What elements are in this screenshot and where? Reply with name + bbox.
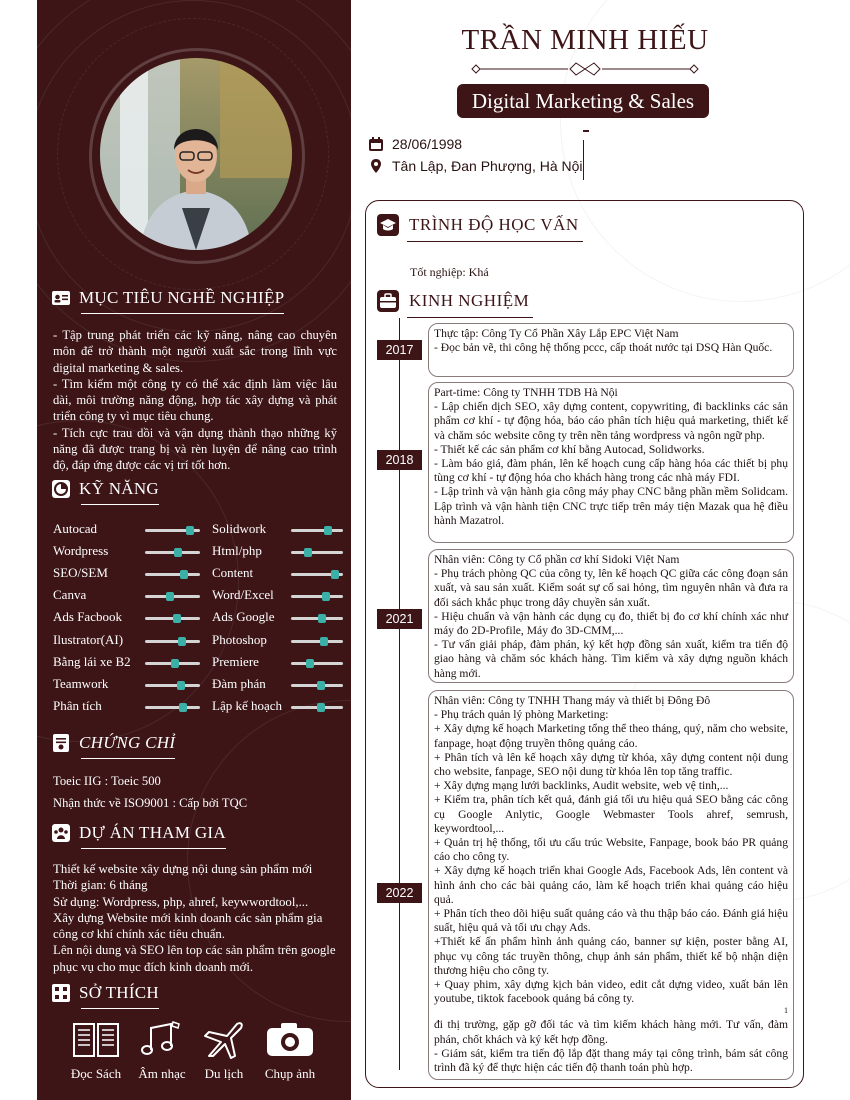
exp-line: - Lập trình và vận hành gia công máy phay CNC bằng phần mềm Solidcam. Lập trình và vận hành tiện CNC trực tiếp trên máy tiện Mazak qua hệ điều hành Mazatrol. xyxy=(434,485,788,527)
hobby-label: Chụp ảnh xyxy=(264,1066,316,1081)
skill-level-bar xyxy=(145,595,200,598)
skill-level-bar xyxy=(291,617,343,620)
sidebar xyxy=(37,0,351,1100)
experience-entry-2022 xyxy=(428,690,794,1080)
skill-level-marker xyxy=(180,570,188,579)
location-pin-icon xyxy=(368,158,384,174)
projects-heading xyxy=(51,823,226,843)
exp-line: - Giám sát, kiểm tra tiến độ lắp đặt thang máy tại công trình, bám sát công trình đã ký để thực hiện các tiến độ thanh toán phù hợp. xyxy=(434,1046,788,1075)
skill-level-marker xyxy=(177,681,185,690)
skill-level-marker xyxy=(166,592,174,601)
skill-level-marker xyxy=(306,659,314,668)
exp-line: + Phân tích và lên kế hoạch xây dựng từ khóa, xây dựng content nội dung cho website, fanpage, SEO nội dung từ khóa lên top tăng traffic. xyxy=(434,750,788,779)
timeline-line xyxy=(399,318,400,1070)
hobbies-title: SỞ THÍCH xyxy=(79,983,160,1002)
hobby-label: Đọc Sách xyxy=(70,1066,122,1081)
exp-line: + Xây dựng kế hoạch triển khai Google Ads, Facebook Ads, lên content và hình ảnh cho các bài quảng cáo, làm kế hoạch triển khai quảng cáo hiệu quả. xyxy=(434,864,788,906)
education-heading xyxy=(377,214,579,236)
hobby-label: Du lịch xyxy=(204,1066,244,1081)
skill-level-marker xyxy=(320,637,328,646)
experience-title: KINH NGHIỆM xyxy=(409,291,530,310)
skill-label: Ads Google xyxy=(212,609,275,625)
profile-name: TRẦN MINH HIẾU xyxy=(461,24,709,56)
certificate-icon xyxy=(51,733,71,753)
exp-line: + Xây dựng kế hoạch Marketing tổng thể theo tháng, quý, năm cho website, fanpage, hoạt động truyền thông quảng cáo. xyxy=(434,722,788,750)
certificates-list xyxy=(53,770,337,814)
certificates-heading xyxy=(51,733,175,753)
hobby-label: Âm nhạc xyxy=(138,1066,186,1081)
skill-level-bar xyxy=(145,706,200,709)
team-icon xyxy=(51,823,71,843)
skill-label: Teamwork xyxy=(53,675,109,691)
skill-level-marker xyxy=(324,526,332,535)
skill-label: Solidwork xyxy=(212,521,267,536)
page-marker: 1 xyxy=(784,1006,788,1016)
objective-line: - Tìm kiếm một công ty có thể xác định làm việc lâu dài, môi trường năng động, hợp tác xây dựng và phát triển công ty vì mục tiêu chung. xyxy=(53,376,337,424)
name-divider xyxy=(470,62,700,76)
birthdate: 28/06/1998 xyxy=(392,136,463,152)
skill-level-marker xyxy=(317,681,325,690)
skill-level-marker xyxy=(318,614,326,623)
info-separator xyxy=(583,140,584,180)
hobby-music xyxy=(127,1020,197,1082)
address-row xyxy=(368,158,583,174)
objective-text xyxy=(53,327,337,474)
skill-level-bar xyxy=(291,706,343,709)
skill-label: Đàm phán xyxy=(212,675,266,691)
skill-level-bar xyxy=(145,617,200,620)
skill-level-bar xyxy=(291,640,343,643)
skill-level-marker xyxy=(331,570,339,579)
graduation-cap-icon xyxy=(377,214,399,236)
exp-line: Nhân viên: Công ty TNHH Thang máy và thiết bị Đông Đô xyxy=(434,694,711,707)
music-icon xyxy=(137,1020,187,1060)
exp-line: - Lập chiến dịch SEO, xây dựng content, copywriting, đi backlinks các sản phẩm cơ khí - tự động hóa, báo cáo phân tích hiệu quả marketing, thiết kế và chăm sóc website công ty trên nền tảng wordpress và ngôn ngữ php. xyxy=(434,400,788,442)
exp-line: - Phụ trách phòng QC của công ty, lên kế hoạch QC giữa các công đoạn sản xuất, và sau sản xuất. Kiểm soát sự cố sai hỏng, tìm nguyên nhân và đưa ra đối sách khắc phục trong dây chuyền sản xuất. xyxy=(434,567,788,609)
education-title: TRÌNH ĐỘ HỌC VẤN xyxy=(409,215,579,234)
skill-level-bar xyxy=(291,573,343,576)
plane-icon xyxy=(199,1020,249,1060)
exp-line: + Phân tích theo dõi hiệu suất quảng cáo và thu thập báo cáo. Đánh giá hiệu suất, hiệu quả và tối ưu chạy Ads. xyxy=(434,907,788,935)
skill-label: Ilustrator(AI) xyxy=(53,631,124,647)
skill-level-marker xyxy=(317,703,325,712)
skill-level-marker xyxy=(304,548,312,557)
hobby-travel xyxy=(189,1020,259,1082)
role-badge: Digital Marketing & Sales xyxy=(457,84,709,118)
skill-level-bar xyxy=(291,529,343,532)
avatar xyxy=(100,58,292,250)
skill-label: Canva xyxy=(53,587,87,603)
skill-level-marker xyxy=(173,614,181,623)
project-line: Xây dựng Website mới kinh doanh các sản phẩm gia công cơ khí chính xác tiêu chuẩn. xyxy=(53,910,323,942)
briefcase-icon xyxy=(377,290,399,312)
address: Tân Lập, Đan Phượng, Hà Nội xyxy=(392,158,583,174)
skill-level-bar xyxy=(145,662,200,665)
project-line: Thời gian: 6 tháng xyxy=(53,878,148,893)
skill-level-marker xyxy=(178,637,186,646)
certificates-title: CHỨNG CHỈ xyxy=(79,733,176,752)
experience-entry-2017 xyxy=(428,323,794,377)
skill-level-bar xyxy=(291,662,343,665)
exp-line: Part-time: Công ty TNHH TDB Hà Nội xyxy=(434,386,618,399)
year-badge: 2022 xyxy=(377,883,422,903)
skill-label: Premiere xyxy=(212,653,259,669)
exp-line: - Tư vấn giải pháp, đàm phán, ký kết hợp đồng sản xuất, kiểm tra tiến độ giao hàng và chăm sóc khách hàng. Tìm kiếm và xây dựng nguồn khách hàng mới. xyxy=(434,638,788,680)
skill-label: SEO/SEM xyxy=(53,565,108,581)
experience-heading xyxy=(377,290,529,312)
skill-level-bar xyxy=(145,573,200,576)
calendar-icon xyxy=(368,136,384,152)
skill-label: Lập kế hoạch xyxy=(212,697,283,713)
skill-label: Content xyxy=(212,565,254,581)
skills-heading xyxy=(51,479,159,499)
id-card-icon xyxy=(51,288,71,308)
skill-level-bar xyxy=(291,595,343,598)
skill-level-bar xyxy=(291,551,343,554)
exp-line: Nhân viên: Công ty Cổ phần cơ khí Sidoki Việt Nam xyxy=(434,553,680,566)
project-line: Thiết kế website xây dựng nội dung sản phẩm mới xyxy=(53,862,313,876)
exp-line: - Thiết kế các sản phẩm cơ khí bằng Autocad, Solidworks. xyxy=(434,442,705,456)
exp-line: - Phụ trách quản lý phòng Marketing: xyxy=(434,708,609,722)
skill-level-marker xyxy=(322,592,330,601)
objective-title: MỤC TIÊU NGHỀ NGHIỆP xyxy=(79,288,285,307)
hobby-reading xyxy=(61,1020,131,1082)
hobby-photography xyxy=(255,1020,325,1082)
exp-line: - Đọc bản vẽ, thi công hệ thống pccc, cấp thoát nước tại DSQ Hàn Quốc. xyxy=(434,341,773,355)
birthdate-row xyxy=(368,136,462,152)
grid-icon xyxy=(51,983,71,1003)
exp-line: + Xây dựng mạng lưới backlinks, Audit website, web vệ tinh,... xyxy=(434,779,729,793)
skills-title: KỸ NĂNG xyxy=(79,479,160,498)
pie-chart-icon xyxy=(51,479,71,499)
exp-line: +Thiết kế ấn phẩm hình ảnh quảng cáo, banner sự kiện, poster bằng AI, phục vụ công tác truyền thông, chụp ảnh sản phẩm, thiết kế bộ nhận diện thương hiệu cho công ty. xyxy=(434,935,788,977)
hobbies-heading xyxy=(51,983,159,1003)
year-badge: 2017 xyxy=(377,340,422,360)
certificate-item: Toeic IIG : Toeic 500 xyxy=(53,774,161,788)
skill-level-marker xyxy=(171,659,179,668)
project-line: Lên nội dung và SEO lên top các sản phẩm trên google phục vụ cho mục đích kinh doanh mới. xyxy=(53,943,336,974)
year-badge: 2018 xyxy=(377,450,422,470)
exp-line: - Làm báo giá, đàm phán, lên kế hoạch cung cấp hàng hóa các thiết bị phụ tùng cơ khí - tự động hóa cho khách hàng trong các nhà máy FDI. xyxy=(434,457,788,485)
skill-label: Word/Excel xyxy=(212,587,274,603)
objective-line: - Tập trung phát triển các kỹ năng, nâng cao chuyên môn để trở thành một người xuất sắc trong lĩnh vực digital marketing & sales. xyxy=(53,328,337,375)
skill-level-bar xyxy=(145,551,200,554)
skill-level-bar xyxy=(291,684,343,687)
project-line: Sử dụng: Wordpress, php, ahref, keywwordtool,... xyxy=(53,894,309,909)
education-text: Tốt nghiệp: Khá xyxy=(410,265,489,279)
skill-level-bar xyxy=(145,684,200,687)
skill-label: Bằng lái xe B2 xyxy=(53,653,131,669)
skill-level-marker xyxy=(174,548,182,557)
exp-line: + Quản trị hệ thống, tối ưu cấu trúc Website, Fanpage, book báo PR quảng cáo cho công ty. xyxy=(434,836,788,864)
objective-line: - Tích cực trau dồi và vận dụng thành thạo những kỹ năng đã được trang bị và rèn luyện để nâng cao trình độ, đáp ứng được các vị trí tốt hơn. xyxy=(53,425,337,473)
skill-level-marker xyxy=(179,703,187,712)
year-badge: 2021 xyxy=(377,609,422,629)
skill-label: Wordpress xyxy=(53,543,109,559)
exp-line: đi thị trường, gặp gỡ đối tác và tìm kiếm khách hàng mới. Tư vấn, đàm phán, chốt khách và ký kết hợp đồng. xyxy=(434,1018,788,1046)
exp-line: Thực tập: Công Ty Cổ Phần Xây Lắp EPC Việt Nam xyxy=(434,327,679,340)
experience-entry-2021 xyxy=(428,549,794,683)
exp-line: - Hiệu chuẩn và vận hành các dụng cụ đo, thiết bị đo cơ khí chính xác như máy đo 2D-Profile, Máy đo 3D-CMM,... xyxy=(434,609,788,638)
certificate-item: Nhận thức về ISO9001 : Cấp bởi TQC xyxy=(53,796,248,810)
skill-level-bar xyxy=(145,640,200,643)
projects-text xyxy=(53,861,337,975)
skill-label: Ads Facbook xyxy=(53,609,122,625)
exp-line: + Quay phim, xây dựng kịch bản video, edit cắt dựng video, xuất bản lên youtube, tiktok facebook quảng bá công ty. xyxy=(434,978,788,1006)
skill-level-bar xyxy=(145,529,200,532)
projects-title: DỰ ÁN THAM GIA xyxy=(79,823,226,842)
skill-label: Autocad xyxy=(53,521,98,536)
skill-label: Phân tích xyxy=(53,697,102,713)
book-icon xyxy=(71,1020,121,1060)
experience-entry-2018 xyxy=(428,382,794,543)
exp-line: + Kiểm tra, phân tích kết quả, đánh giá tối ưu hiệu quả SEO bằng các công cụ Google Anlytic, Google Webmaster Tools ahref, semrush, keywordtool,... xyxy=(434,793,788,835)
skill-label: Html/php xyxy=(212,543,262,559)
skill-level-marker xyxy=(186,526,194,535)
camera-icon xyxy=(265,1020,315,1060)
objective-heading xyxy=(51,288,284,308)
skill-label: Photoshop xyxy=(212,631,267,647)
